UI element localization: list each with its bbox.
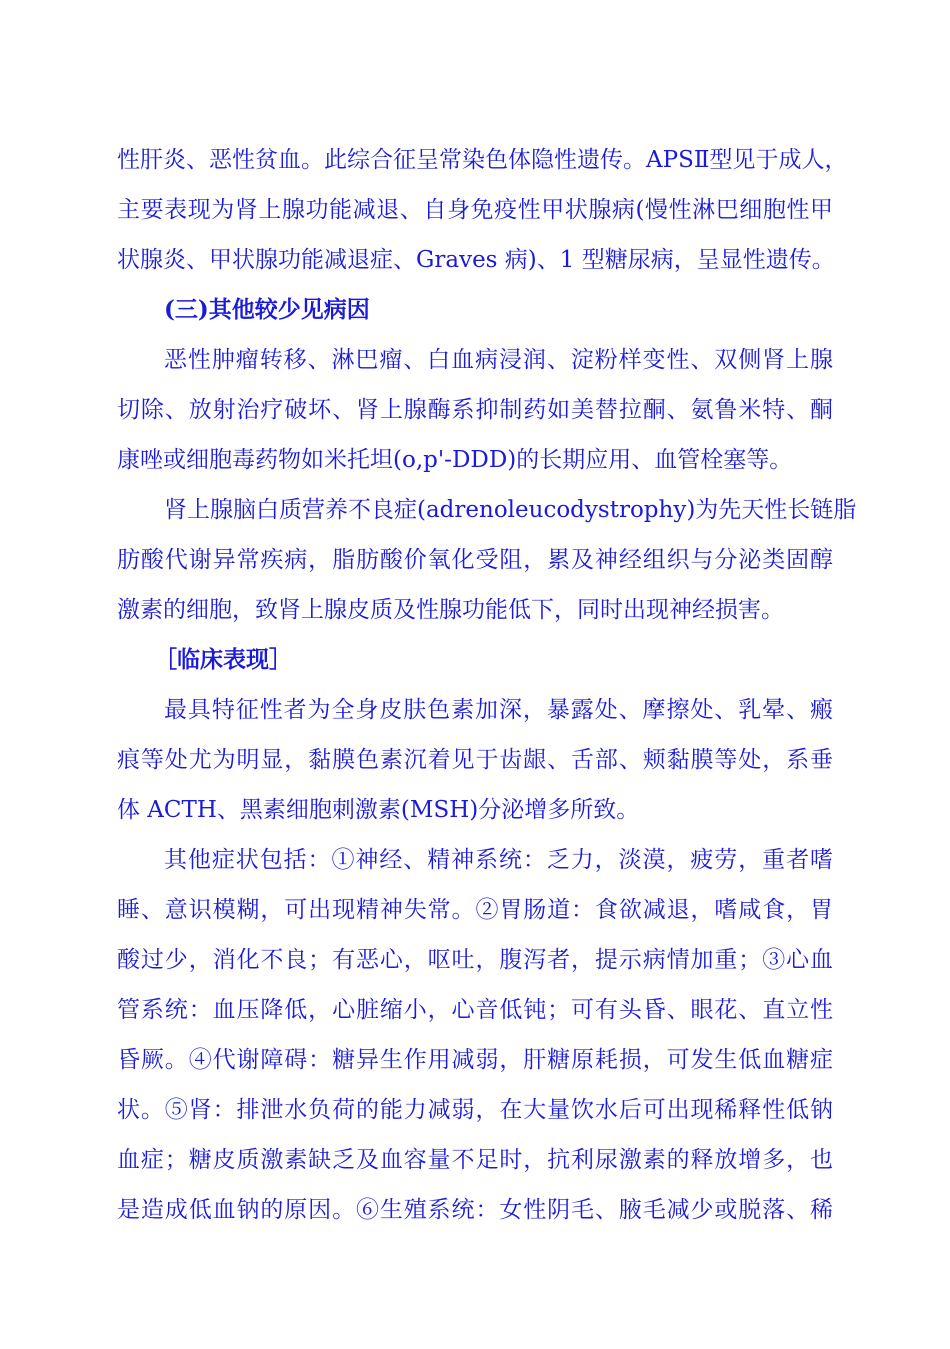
text-line: 睡、意识模糊，可出现精神失常。②胃肠道：食欲减退，嗜咸食，胃: [117, 897, 833, 923]
text-line: 管系统：血压降低，心脏缩小，心音低钝；可有头昏、眼花、直立性: [117, 997, 833, 1023]
text-line: 状。⑤肾：排泄水负荷的能力减弱，在大量饮水后可出现稀释性低钠: [117, 1097, 833, 1123]
text-line: 酸过少，消化不良；有恶心，呕吐，腹泻者，提示病情加重；③心血: [117, 947, 833, 973]
section-heading-clinical: ［临床表现］: [154, 646, 292, 673]
text-line: 血症；糖皮质激素缺乏及血容量不足时，抗利尿激素的释放增多，也: [117, 1147, 833, 1173]
text-line: 体 ACTH、黑素细胞刺激素(MSH)分泌增多所致。: [117, 797, 640, 823]
text-line: 是造成低血钠的原因。⑥生殖系统：女性阴毛、腋毛减少或脱落、稀: [117, 1197, 833, 1223]
text-line: 其他症状包括：①神经、精神系统：乏力，淡漠，疲劳，重者嗜: [164, 847, 833, 873]
text-line: 最具特征性者为全身皮肤色素加深，暴露处、摩擦处、乳晕、瘢: [164, 697, 833, 723]
text-line: 激素的细胞，致肾上腺皮质及性腺功能低下，同时出现神经损害。: [117, 597, 784, 623]
text-line: 康唑或细胞毒药物如米托坦(o,p'-DDD)的长期应用、血管栓塞等。: [117, 447, 793, 473]
text-line: 性肝炎、恶性贫血。此综合征呈常染色体隐性遗传。APSⅡ型见于成人，: [117, 147, 848, 173]
text-line: 切除、放射治疗破坏、肾上腺酶系抑制药如美替拉酮、氨鲁米特、酮: [117, 397, 833, 423]
section-heading-other-causes: (三)其他较少见病因: [164, 296, 370, 323]
text-line: 状腺炎、甲状腺功能减退症、Graves 病)、1 型糖尿病，呈显性遗传。: [117, 247, 835, 273]
text-line: 痕等处尤为明显，黏膜色素沉着见于齿龈、舌部、颊黏膜等处，系垂: [117, 747, 833, 773]
text-line: 肪酸代谢异常疾病，脂肪酸价氧化受阻，累及神经组织与分泌类固醇: [117, 547, 833, 573]
text-line: 恶性肿瘤转移、淋巴瘤、白血病浸润、淀粉样变性、双侧肾上腺: [164, 347, 833, 373]
text-line: 主要表现为肾上腺功能减退、自身免疫性甲状腺病(慢性淋巴细胞性甲: [117, 197, 833, 223]
text-line: 肾上腺脑白质营养不良症(adrenoleucodystrophy)为先天性长链脂: [164, 497, 857, 523]
text-line: 昏厥。④代谢障碍：糖异生作用减弱，肝糖原耗损，可发生低血糖症: [117, 1047, 833, 1073]
